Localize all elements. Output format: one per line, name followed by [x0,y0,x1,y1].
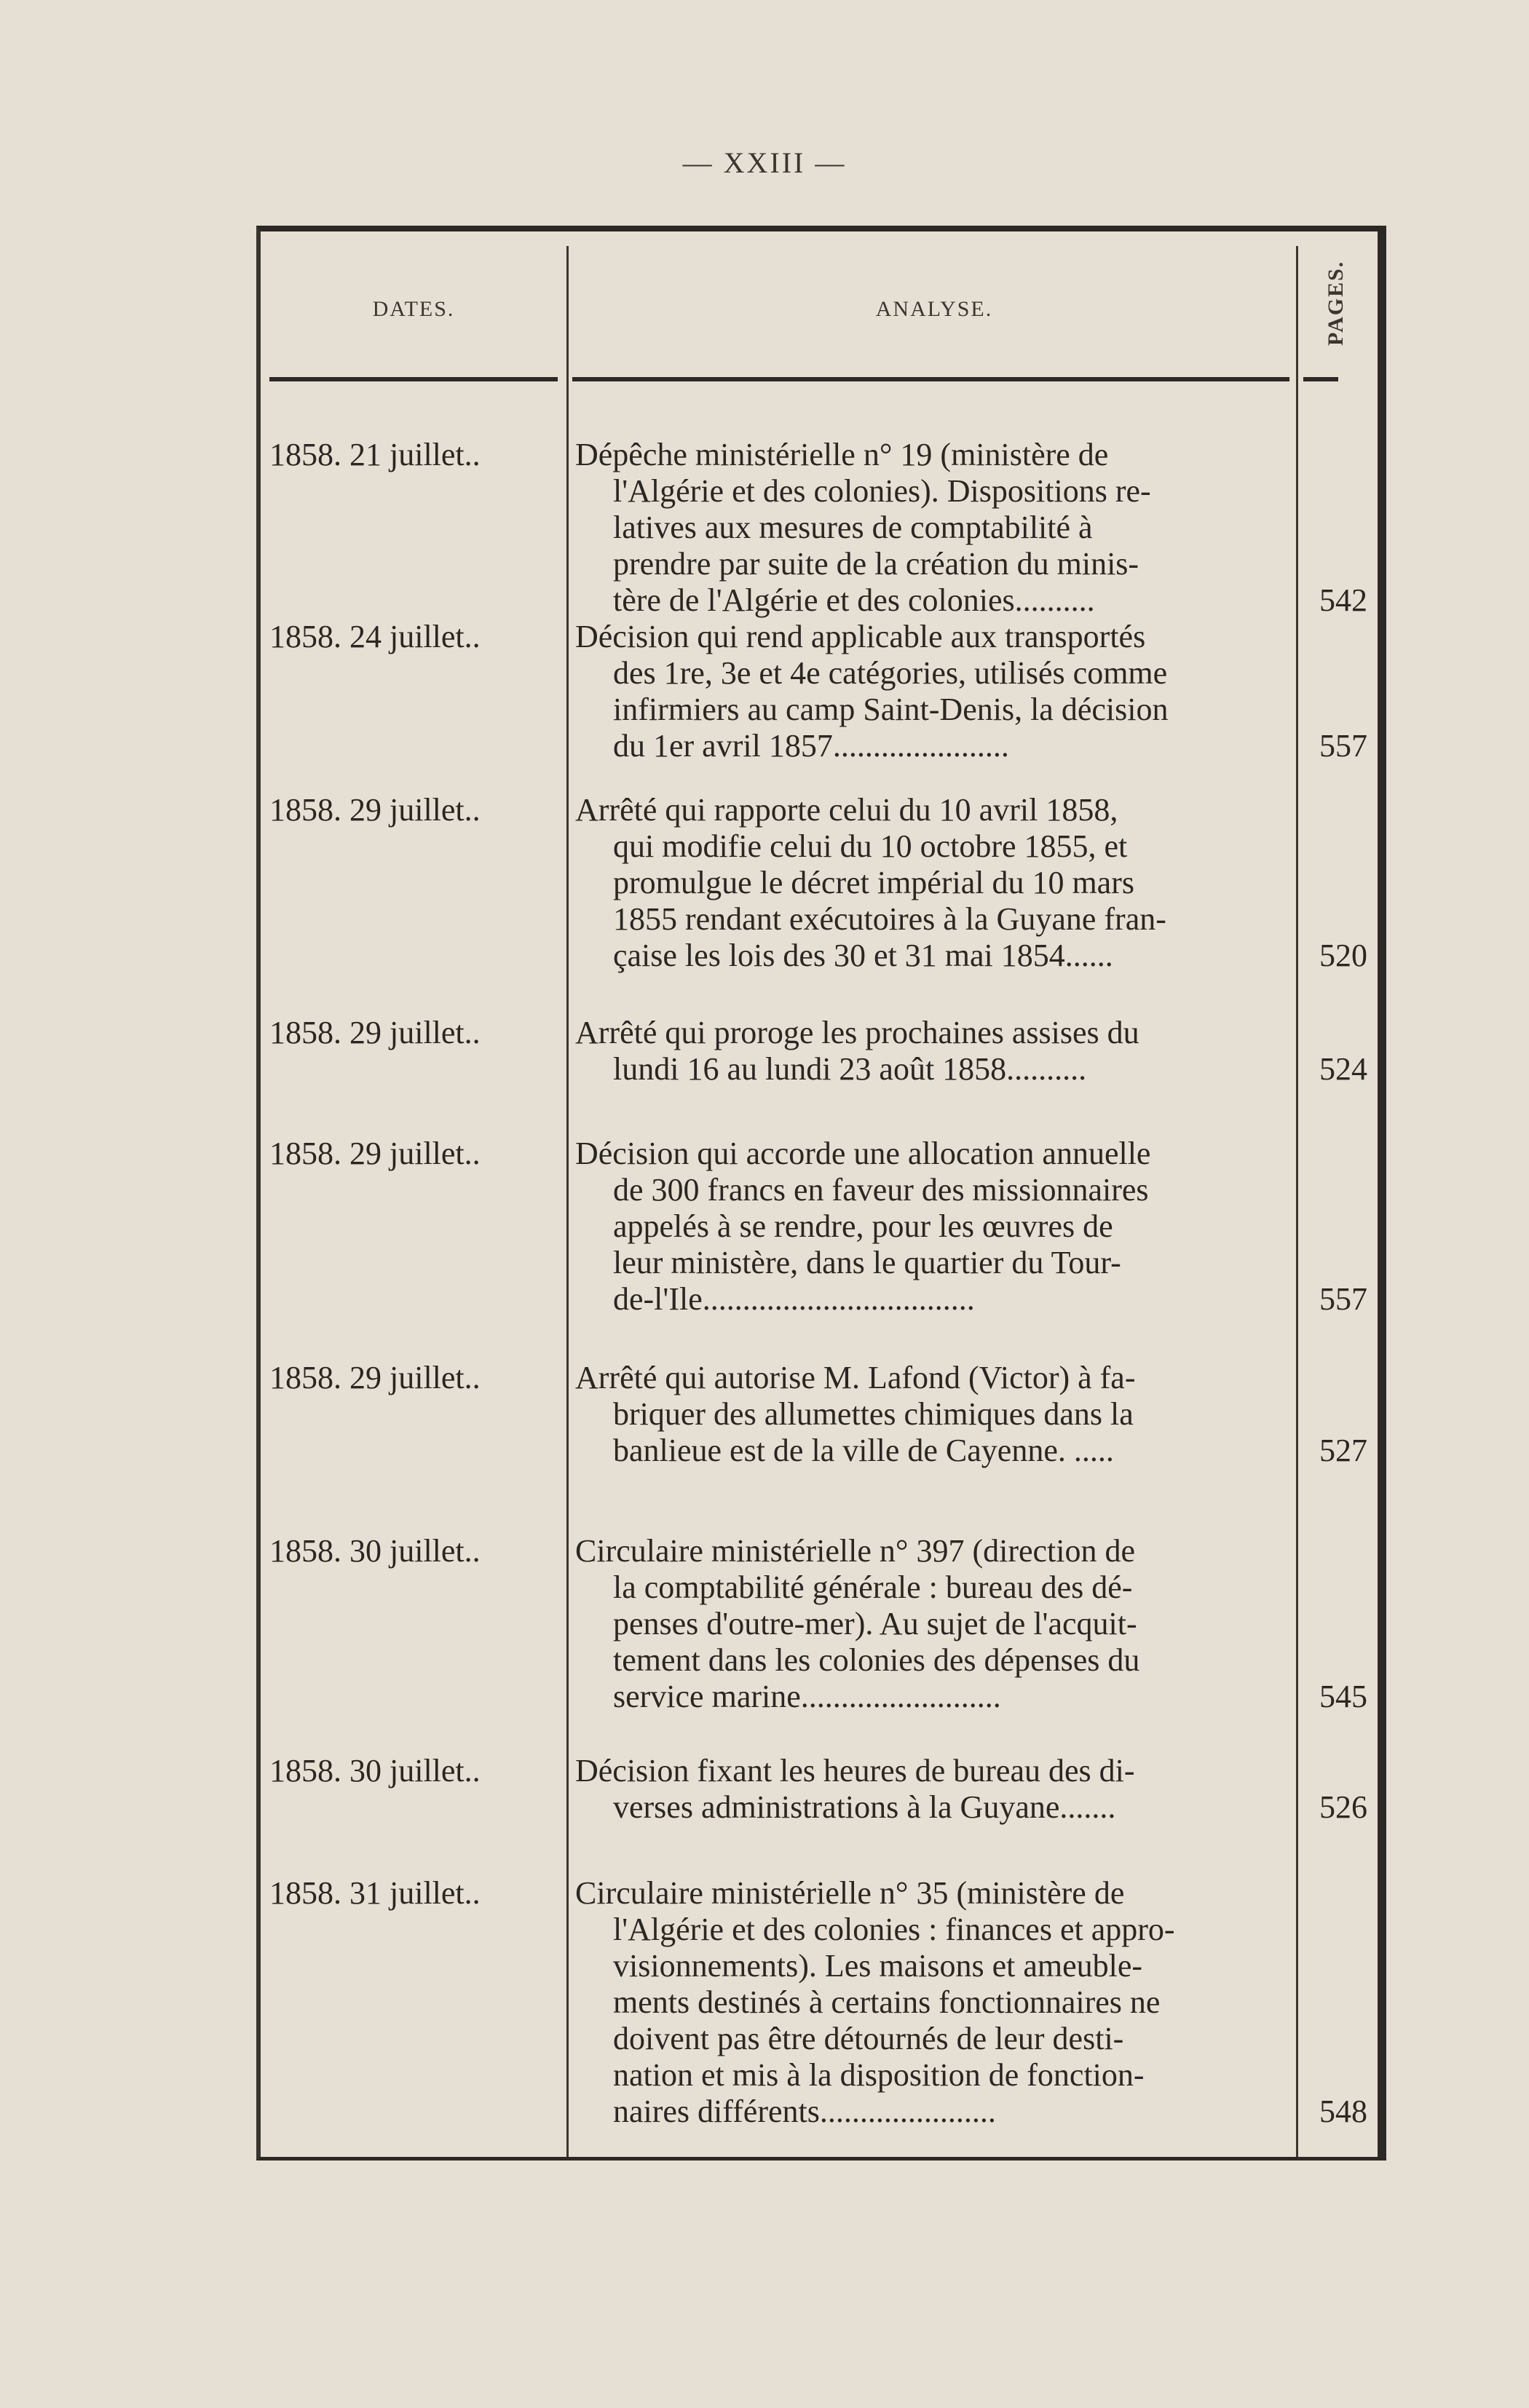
entry-analysis [575,1360,1290,1469]
header-dates: DATES. [372,297,455,321]
entry-analysis-line: banlieue est de la ville de Cayenne. ..... [613,1433,1114,1468]
entry-analysis-line: çaise les lois des 30 et 31 mai 1854...... [613,938,1113,973]
entry-analysis-line: 1855 rendant exécutoires à la Guyane fran- [613,901,1166,937]
entry-analysis [575,1875,1290,2130]
entry-analysis-line: doivent pas être détournés de leur desti- [613,2021,1124,2056]
entry-analysis [575,619,1290,764]
entry-analysis-line: lundi 16 au lundi 23 août 1858.......... [613,1051,1087,1087]
entry-analysis-line: tère de l'Algérie et des colonies.......... [613,582,1095,618]
entry-page: 557 [1319,1281,1367,1317]
entry-page: 526 [1319,1789,1367,1825]
entry-analysis-line: Décision qui rend applicable aux transportés [575,619,1146,654]
entry-analysis-line: Arrêté qui proroge les prochaines assises du [575,1015,1139,1050]
entry-analysis-line: briquer des allumettes chimiques dans la [613,1396,1134,1432]
entry-analysis-line: leur ministère, dans le quartier du Tour- [613,1245,1121,1280]
entry-page: 520 [1319,938,1367,973]
entry-date: 1858. 30 juillet.. [269,1533,481,1569]
chronological-table [256,226,1386,2161]
entry-page: 527 [1319,1433,1367,1468]
entry-page: 542 [1319,582,1367,618]
entry-analysis-line: penses d'outre-mer). Au sujet de l'acquit- [613,1606,1137,1641]
entry-analysis-line: Dépêche ministérielle n° 19 (ministère de [575,437,1109,472]
entry-analysis-line: l'Algérie et des colonies). Dispositions re- [613,473,1151,509]
entry-analysis [575,1753,1290,1826]
entry-analysis-line: des 1re, 3e et 4e catégories, utilisés comme [613,655,1168,691]
entry-page: 545 [1319,1679,1367,1714]
entry-analysis-line: tement dans les colonies des dépenses du [613,1642,1140,1678]
entry-analysis-line: service marine......................... [613,1679,1001,1714]
entry-analysis-line: naires différents...................... [613,2094,996,2129]
entry-date: 1858. 31 juillet.. [269,1875,481,1911]
entry-analysis [575,1015,1290,1088]
entry-analysis-line: prendre par suite de la création du minis- [613,546,1139,582]
entry-page: 524 [1319,1051,1367,1087]
entry-analysis-line: Arrêté qui autorise M. Lafond (Victor) à fa- [575,1360,1136,1395]
header-pages: PAGES. [1324,260,1348,346]
entry-date: 1858. 29 juillet.. [269,1360,481,1395]
entry-analysis-line: l'Algérie et des colonies : finances et appro- [613,1912,1175,1947]
entry-date: 1858. 29 juillet.. [269,1136,481,1171]
entry-analysis-line: latives aux mesures de comptabilité à [613,510,1093,545]
header-rule-dates [269,377,558,381]
entry-analysis-line: du 1er avril 1857...................... [613,728,1009,764]
entry-analysis [575,792,1290,974]
entry-date: 1858. 29 juillet.. [269,1015,481,1050]
entry-analysis-line: Décision qui accorde une allocation annuelle [575,1136,1151,1171]
entry-analysis-line: Circulaire ministérielle n° 35 (ministère de [575,1875,1125,1911]
entry-analysis-line: infirmiers au camp Saint-Denis, la décision [613,692,1169,727]
entry-analysis-line: de-l'Ile.................................. [613,1281,975,1317]
header-rule-analyse [572,377,1289,381]
entry-page: 548 [1319,2094,1367,2129]
entry-analysis-line: Circulaire ministérielle n° 397 (direction de [575,1533,1136,1569]
header-rule-pages [1303,377,1338,381]
column-divider-pages [1296,246,1298,2157]
entry-analysis-line: nation et mis à la disposition de fonction- [613,2057,1145,2093]
entry-analysis [575,437,1290,619]
entry-analysis-line: qui modifie celui du 10 octobre 1855, et [613,828,1128,864]
column-divider-dates [566,246,569,2157]
header-analyse: ANALYSE. [875,297,993,321]
entry-analysis-line: visionnements). Les maisons et ameuble- [613,1948,1143,1984]
entry-analysis-line: ments destinés à certains fonctionnaires ne [613,1984,1161,2020]
entry-date: 1858. 24 juillet.. [269,619,481,654]
entry-analysis [575,1136,1290,1318]
entry-date: 1858. 21 juillet.. [269,437,481,472]
entry-analysis-line: Arrêté qui rapporte celui du 10 avril 1858, [575,792,1118,828]
entry-analysis-line: promulgue le décret impérial du 10 mars [613,865,1134,900]
entry-analysis [575,1533,1290,1715]
entry-analysis-line: Décision fixant les heures de bureau des di- [575,1753,1135,1789]
entry-analysis-line: de 300 francs en faveur des missionnaires [613,1172,1149,1208]
entry-date: 1858. 30 juillet.. [269,1753,481,1789]
entry-date: 1858. 29 juillet.. [269,792,481,828]
table-header [261,231,1378,377]
entry-analysis-line: la comptabilité générale : bureau des dé- [613,1569,1133,1605]
entry-analysis-line: appelés à se rendre, pour les œuvres de [613,1208,1113,1244]
entry-analysis-line: verses administrations à la Guyane....... [613,1789,1116,1825]
entry-page: 557 [1319,728,1367,764]
page-number: — XXIII — [682,146,847,179]
